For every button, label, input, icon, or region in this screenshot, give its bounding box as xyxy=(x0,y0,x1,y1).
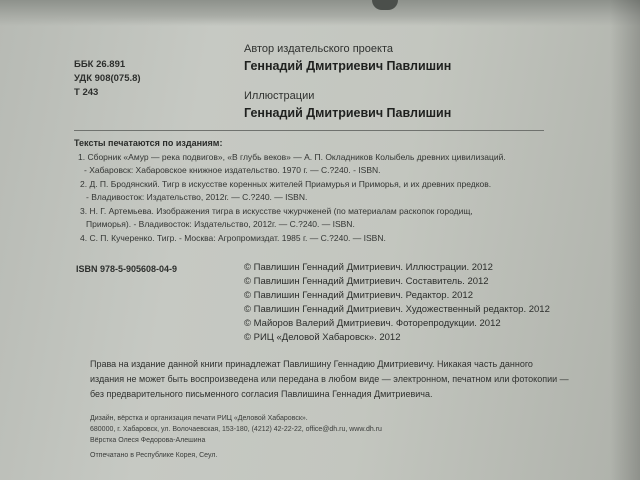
credit-name-illustrations: Геннадий Дмитриевич Павлишин xyxy=(244,106,452,120)
imprint-line: 680000, г. Хабаровск, ул. Волочаевская, 153-180, (4212) 42-22-22, office@dh.ru, www.dh.ru xyxy=(90,426,382,433)
page-edge-shadow xyxy=(610,0,640,480)
author-mark: Т 243 xyxy=(74,87,99,98)
source-line: 4. С. П. Кучеренко. Тигр. - Москва: Агропромиздат. 1985 г. — С.?240. — ISBN. xyxy=(80,233,386,243)
credit-role-illustrations: Иллюстрации xyxy=(244,90,315,102)
copyright-line: © Павлишин Геннадий Дмитриевич. Редактор. 2012 xyxy=(244,290,473,301)
source-line: Приморья). - Владивосток: Издательство, 2012г. — С.?240. — ISBN. xyxy=(86,219,355,229)
credit-name-project: Геннадий Дмитриевич Павлишин xyxy=(244,59,452,73)
printed-in: Отпечатано в Республике Корея, Сеул. xyxy=(90,452,218,459)
sources-heading: Тексты печатаются по изданиям: xyxy=(74,138,223,148)
udk-code: УДК 908(075.8) xyxy=(74,73,141,84)
source-line: 3. Н. Г. Артемьева. Изображения тигра в искусстве чжурчженей (по материалам раскопок городищ, xyxy=(80,206,473,216)
bbk-code: ББК 26.891 xyxy=(74,59,126,70)
source-line: - Хабаровск: Хабаровское книжное издательство. 1970 г. — С.?240. - ISBN. xyxy=(84,165,381,175)
rights-notice-line: без предварительного письменного согласия Павлишина Геннадия Дмитриевича. xyxy=(90,389,433,399)
credit-role-project: Автор издательского проекта xyxy=(244,43,393,55)
imprint-line: Дизайн, вёрстка и организация печати РИЦ «Деловой Хабаровск». xyxy=(90,415,308,422)
copyright-line: © Павлишин Геннадий Дмитриевич. Иллюстрации. 2012 xyxy=(244,262,493,273)
copyright-line: © Павлишин Геннадий Дмитриевич. Составитель. 2012 xyxy=(244,276,489,287)
copyright-line: © РИЦ «Деловой Хабаровск». 2012 xyxy=(244,332,401,343)
source-line: 1. Сборник «Амур — река подвигов», «В глубь веков» — А. П. Окладников Колыбель древних цивилизаций. xyxy=(78,152,506,162)
copyright-line: © Майоров Валерий Дмитриевич. Фоторепродукции. 2012 xyxy=(244,318,501,329)
copyright-line: © Павлишин Геннадий Дмитриевич. Художественный редактор. 2012 xyxy=(244,304,550,315)
page-fold-shadow xyxy=(0,0,640,26)
source-line: - Владивосток: Издательство, 2012г. — С.?240. — ISBN. xyxy=(86,192,308,202)
rights-notice-line: Права на издание данной книги принадлежат Павлишину Геннадию Дмитриевичу. Никакая часть данного xyxy=(90,359,533,369)
source-line: 2. Д. П. Бродянский. Тигр в искусстве коренных жителей Приамурья и Приморья, и их древних предков. xyxy=(80,179,492,189)
isbn: ISBN 978-5-905608-04-9 xyxy=(76,264,178,274)
rights-notice-line: издания не может быть воспроизведена или передана в любом виде — электронном, печатном или фотокопии — xyxy=(90,374,569,384)
imprint-line: Вёрстка Олеся Федорова-Алешина xyxy=(90,437,206,444)
divider xyxy=(74,130,544,131)
